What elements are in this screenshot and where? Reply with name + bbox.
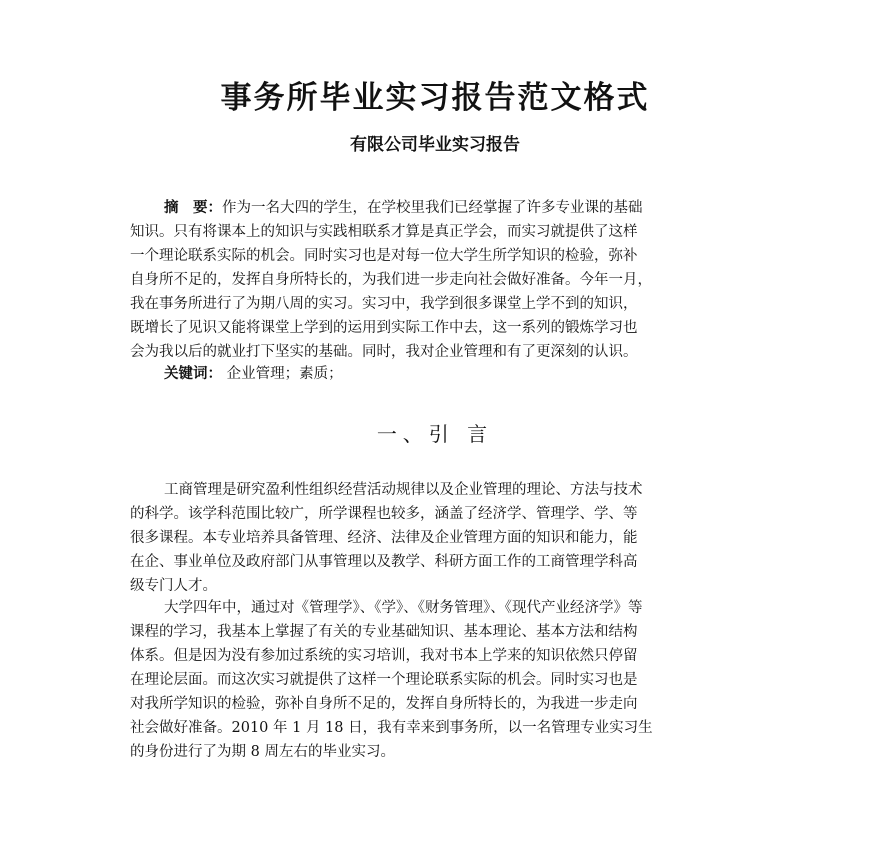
abstract-block [130,196,742,364]
paragraph-line: 工商管理是研究盈利性组织经营活动规律以及企业管理的理论、方法与技术 [164,482,643,498]
abstract-line: 知识。只有将课本上的知识与实践相联系才算是真正学会，而实习就提供了这样 [130,224,638,240]
paragraph-2 [130,596,742,764]
paragraph-line: 对我所学知识的检验，弥补自身所不足的，发挥自身所特长的，为我进一步走向 [130,696,638,712]
paragraph-line: 的身份进行了为期 8 周左右的毕业实习。 [130,744,395,760]
paragraph-line: 很多课程。本专业培养具备管理、经济、法律及企业管理方面的知识和能力，能 [130,530,638,546]
paragraph-line: 在企、事业单位及政府部门从事管理以及教学、科研方面工作的工商管理学科高 [130,554,638,570]
abstract-line: 会为我以后的就业打下坚实的基础。同时，我对企业管理和有了更深刻的认识。 [130,344,638,360]
paragraph-line: 的科学。该学科范围比较广，所学课程也较多，涵盖了经济学、管理学、学、等 [130,506,638,522]
keywords-text: 企业管理；素质； [226,366,343,382]
keywords-line [164,362,343,386]
abstract-line: 既增长了见识又能将课堂上学到的运用到实际工作中去，这一系列的锻炼学习也 [130,320,638,336]
paragraph-line: 在理论层面。而这次实习就提供了这样一个理论联系实际的机会。同时实习也是 [130,672,638,688]
abstract-line: 我在事务所进行了为期八周的实习。实习中，我学到很多课堂上学不到的知识， [130,296,638,312]
keywords-label: 关键词： [164,366,222,382]
document-title: 事务所毕业实习报告范文格式 [220,80,650,116]
document-subtitle: 有限公司毕业实习报告 [350,135,520,155]
paragraph-line: 级专门人才。 [130,578,217,594]
paragraph-line: 大学四年中，通过对《管理学》、《学》、《财务管理》、《现代产业经济学》等 [164,600,643,616]
section-heading: 一、引 言 [376,422,494,446]
abstract-line: 摘 要：作为一名大四的学生，在学校里我们已经掌握了许多专业课的基础 [164,200,643,216]
paragraph-line: 社会做好准备。2010 年 1 月 18 日，我有幸来到事务所，以一名管理专业实习生 [130,720,653,736]
abstract-line: 自身所不足的，发挥自身所特长的，为我们进一步走向社会做好准备。今年一月， [130,272,652,288]
paragraph-line: 体系。但是因为没有参加过系统的实习培训，我对书本上学来的知识依然只停留 [130,648,638,664]
paragraph-line: 课程的学习，我基本上掌握了有关的专业基础知识、基本理论、基本方法和结构 [130,624,638,640]
abstract-label: 摘 要： [164,200,222,216]
paragraph-1 [130,478,742,598]
abstract-line: 一个理论联系实际的机会。同时实习也是对每一位大学生所学知识的检验，弥补 [130,248,638,264]
